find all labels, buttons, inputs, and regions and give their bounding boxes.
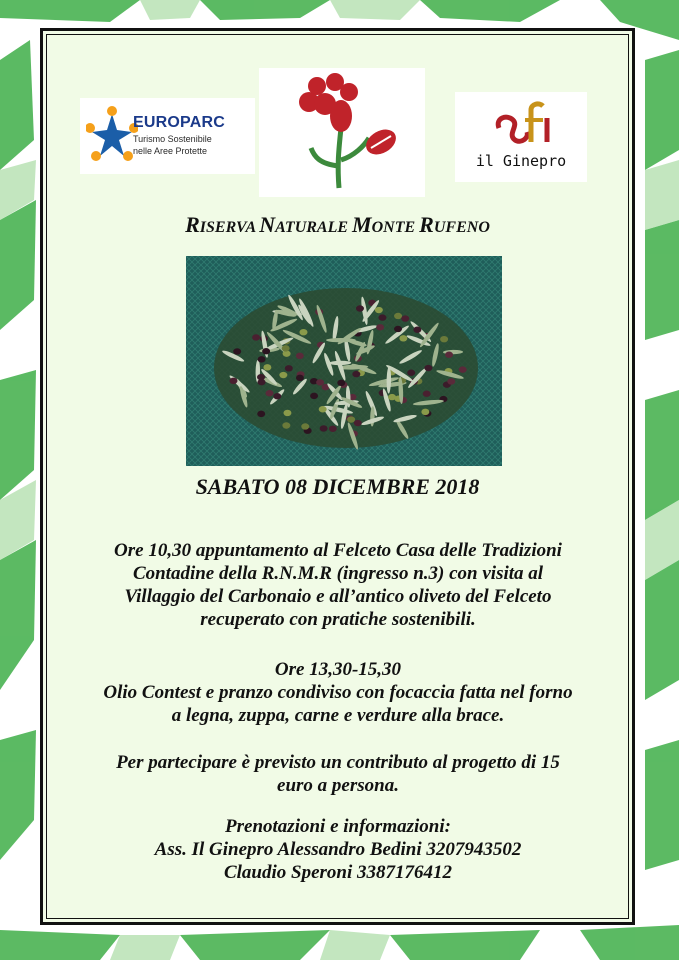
europarc-subtitle-line-1: Turismo Sostenibile: [133, 134, 212, 144]
title-initial-n: N: [259, 212, 276, 237]
morning-line-3: Villaggio del Carbonaio e all’antico oliveto del Felceto: [124, 586, 552, 607]
ginepro-label: il Ginepro: [475, 152, 567, 170]
morning-line-1: Ore 10,30 appuntamento al Felceto Casa delle Tradizioni: [114, 540, 562, 561]
title-rest-aturale: ATURALE: [275, 219, 353, 236]
afternoon-line-2: a legna, zuppa, carne e verdure alla brace.: [171, 705, 505, 726]
contact-line-1: Ass. Il Ginepro Alessandro Bedini 3207943502: [154, 839, 522, 860]
morning-line-2: Contadine della R.N.M.R (ingresso n.3) con visita al: [132, 563, 544, 584]
europarc-title: EUROPARC: [133, 114, 225, 131]
contribution-line-2: euro a persona.: [277, 775, 399, 796]
reserve-title: [40, 212, 635, 238]
europarc-subtitle-line-2: nelle Aree Protette: [133, 146, 208, 156]
title-initial-r: R: [185, 212, 200, 237]
title-rest-onte: ONTE: [371, 219, 420, 236]
contribution-line-1: Per partecipare è previsto un contributo al progetto di 15: [116, 752, 560, 773]
morning-program: [48, 539, 628, 631]
europarc-star-icon: [86, 106, 138, 166]
title-initial-r2: R: [419, 212, 434, 237]
title-rest-iserva: ISERVA: [199, 219, 260, 236]
afternoon-program: [48, 658, 628, 727]
contact-line-2: Claudio Speroni 3387176412: [223, 862, 453, 883]
ginepro-mark-icon: [455, 94, 587, 154]
afternoon-time: Ore 13,30-15,30: [274, 659, 402, 680]
contacts-heading: Prenotazioni e informazioni:: [225, 816, 451, 837]
contacts-block: [48, 815, 628, 884]
reserve-flower-logo: [259, 68, 425, 197]
title-rest-ufeno: UFENO: [433, 219, 490, 236]
title-initial-m: M: [352, 212, 372, 237]
europarc-logo: [80, 98, 255, 174]
flower-icon: [259, 68, 425, 197]
afternoon-line-1: Olio Contest e pranzo condiviso con focaccia fatta nel forno: [103, 682, 573, 703]
ginepro-logo: [455, 92, 587, 182]
morning-line-4: recuperato con pratiche sostenibili.: [200, 609, 476, 630]
event-date: SABATO 08 DICEMBRE 2018: [195, 474, 480, 499]
olive-harvest-photo: [186, 256, 502, 466]
contribution-note: [48, 751, 628, 797]
